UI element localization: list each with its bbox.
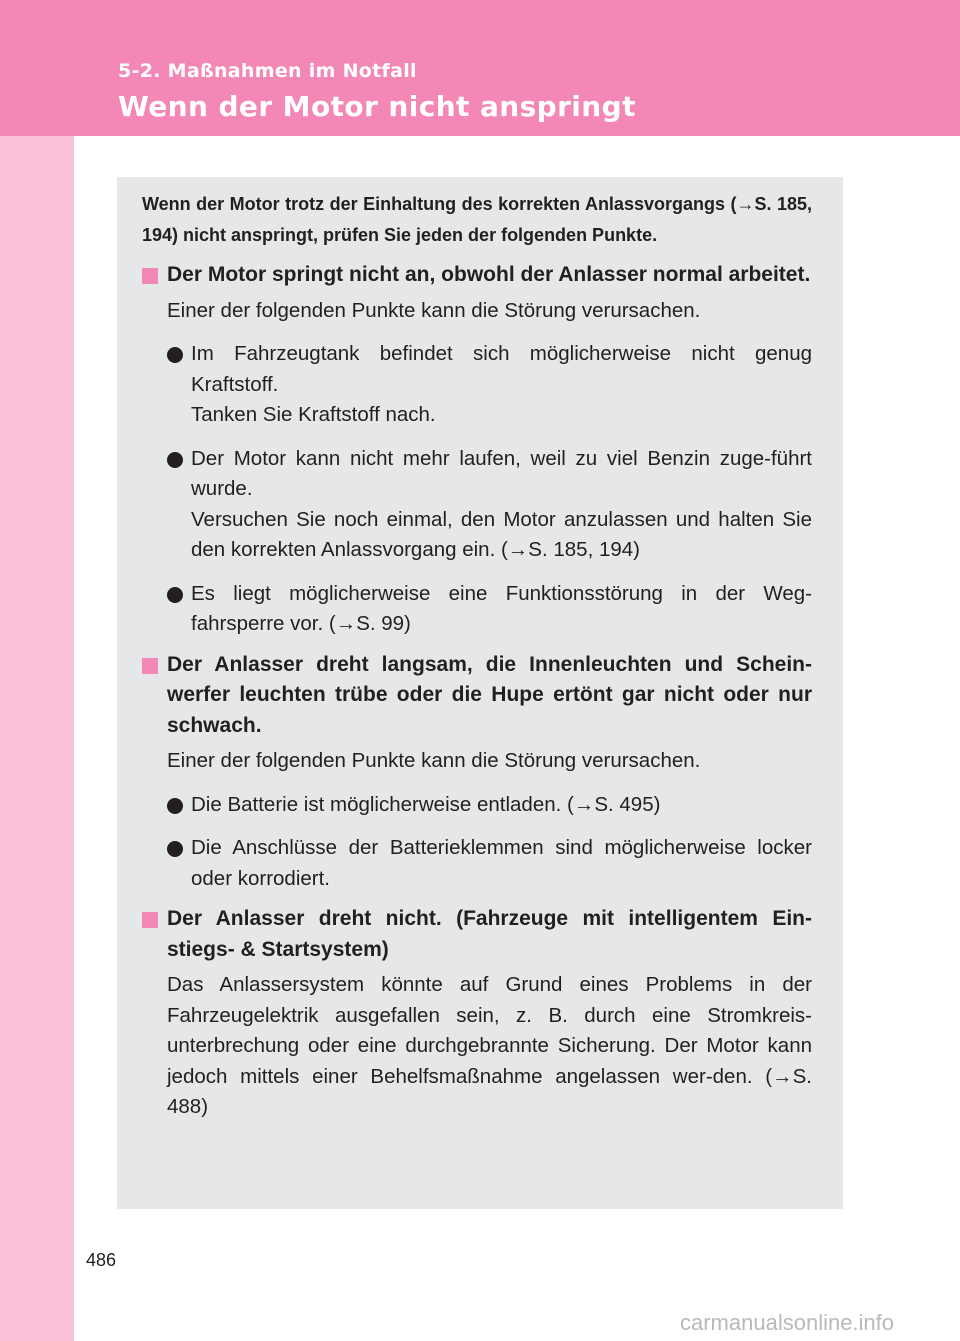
section-3 [142,904,812,1123]
bullet-text-followup: Versuchen Sie noch einmal, den Motor anzulassen und halten Sie den korrekten Anlassvorgang ein. (→S. 185, 194) [191,507,812,561]
bullet-text-followup: Tanken Sie Kraftstoff nach. [191,403,436,426]
page-number: 486 [86,1250,117,1270]
section-3-body: Das Anlassersystem könnte auf Grund eines Problems in der Fahrzeugelektrik ausgefallen sein, z. B. durch eine Stromkreis-unterbrechung oder eine durchgebrannte Sicherung. Der Motor kann jedoch mittels einer Behelfsmaßnahme angelassen wer-den. (→S. 488) [167,973,812,1118]
content-box [117,177,843,1209]
bullet-dot-icon [167,587,183,603]
section-label: 5-2. Maßnahmen im Notfall [118,60,417,82]
section-2-heading [142,650,812,742]
section-2 [142,650,812,895]
watermark: carmanualsonline.info [680,1310,895,1335]
list-item [167,833,812,894]
bullet-text: Die Anschlüsse der Batterieklemmen sind möglicherweise locker oder korrodiert. [191,836,812,890]
section-1-subheading: Einer der folgenden Punkte kann die Störung verursachen. [167,298,701,322]
section-1-heading-text: Der Motor springt nicht an, obwohl der Anlasser normal arbeitet. [167,263,811,286]
bullet-dot-icon [167,452,183,468]
list-item [167,444,812,566]
bullet-text: Es liegt möglicherweise eine Funktionsstörung in der Weg-fahrsperre vor. (→S. 99) [191,581,812,635]
list-item [167,790,812,821]
list-item [167,339,812,431]
section-3-heading-text: Der Anlasser dreht nicht. (Fahrzeuge mit intelligentem Ein-stiegs- & Startsystem) [167,907,812,961]
square-bullet-icon [142,268,158,284]
list-item [167,579,812,640]
section-1 [142,260,812,640]
bullet-text: Die Batterie ist möglicherweise entladen. (→S. 495) [191,792,661,816]
bullet-dot-icon [167,347,183,363]
section-1-heading [142,260,812,291]
square-bullet-icon [142,658,158,674]
page-title: Wenn der Motor nicht anspringt [118,90,636,123]
bullet-text: Im Fahrzeugtank befindet sich möglicherweise nicht genug Kraftstoff. [191,342,812,396]
intro-text: Wenn der Motor trotz der Einhaltung des korrekten Anlassvorgangs (→S. 185, 194) nicht anspringt, prüfen Sie jeden der folgenden Punkte. [142,194,812,245]
bullet-dot-icon [167,841,183,857]
bullet-text: Der Motor kann nicht mehr laufen, weil zu viel Benzin zuge-führt wurde. [191,446,812,500]
section-2-subheading: Einer der folgenden Punkte kann die Störung verursachen. [167,749,701,772]
side-band [0,136,74,1341]
square-bullet-icon [142,912,158,928]
section-3-heading [142,904,812,965]
bullet-dot-icon [167,798,183,814]
page-header [0,0,960,136]
section-2-heading-text: Der Anlasser dreht langsam, die Innenleuchten und Schein-werfer leuchten trübe oder die Hupe ertönt gar nicht oder nur schwach. [167,652,812,737]
